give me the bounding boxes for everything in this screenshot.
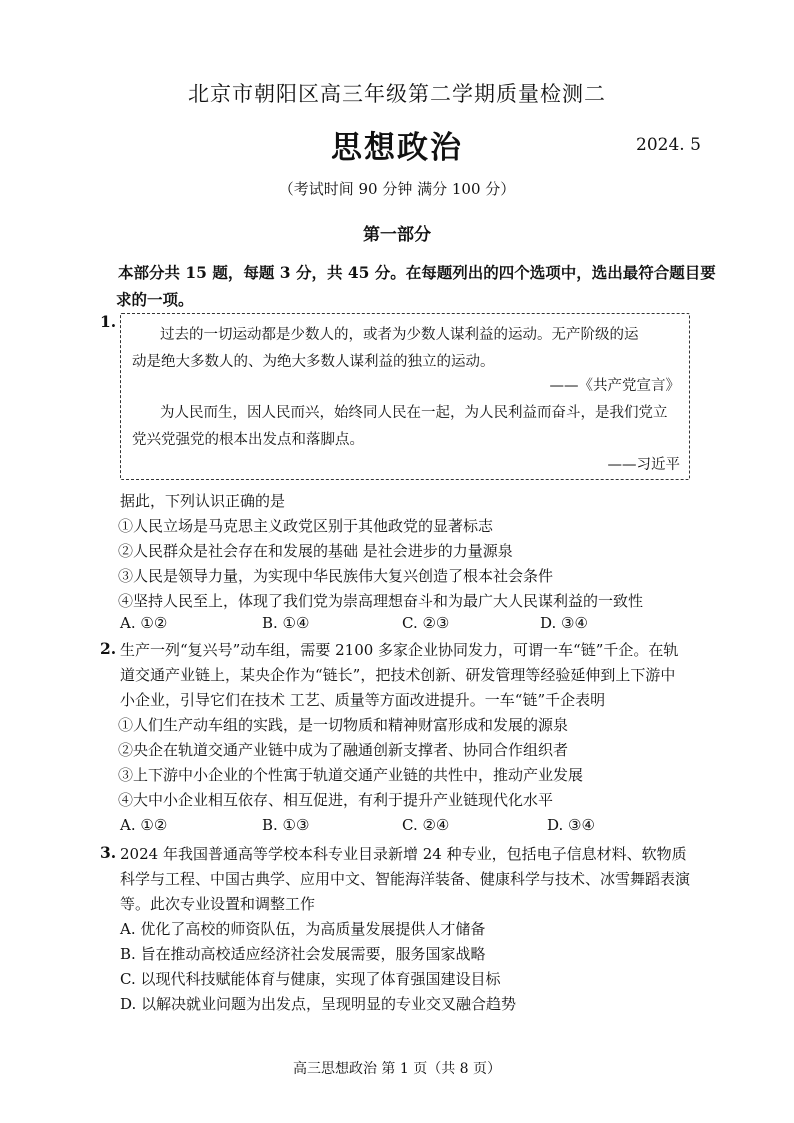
- quote-1-line-1: 过去的一切运动都是少数人的，或者为少数人谋利益的运动。无产阶级的运: [160, 327, 639, 343]
- quote-2-line-2: 党兴党强党的根本出发点和落脚点。: [132, 432, 364, 448]
- question-3-option-b[interactable]: B. 旨在推动高校适应经济社会发展需要，服务国家战略: [120, 945, 486, 963]
- intro-line-1: 本部分共 15 题，每题 3 分，共 45 分。在每题列出的四个选项中，选出最符合题目要: [118, 263, 716, 282]
- question-3-option-a[interactable]: A. 优化了高校的师资队伍，为高质量发展提供人才储备: [120, 920, 486, 938]
- question-1-number: 1.: [100, 312, 117, 331]
- quote-2-source: ——习近平: [607, 457, 680, 473]
- question-1-option-b[interactable]: B. ①④: [262, 614, 310, 632]
- question-2-item-2: ②央企在轨道交通产业链中成为了融通创新支撑者、协同合作组织者: [118, 741, 569, 759]
- question-2-option-a[interactable]: A. ①②: [120, 816, 168, 834]
- exam-name: 北京市朝阳区高三年级第二学期质量检测二: [188, 82, 606, 106]
- question-1-stem: 据此，下列认识正确的是: [120, 492, 286, 510]
- question-3-number: 3.: [100, 843, 117, 862]
- question-3-stem-line-1: 2024 年我国普通高等学校本科专业目录新增 24 种专业，包括电子信息材料、软物质: [120, 845, 687, 863]
- question-2-item-1: ①人们生产动车组的实践，是一切物质和精神财富形成和发展的源泉: [118, 716, 569, 734]
- intro-line-2: 求的一项。: [116, 290, 194, 309]
- question-2-option-d[interactable]: D. ③④: [547, 816, 595, 834]
- question-1-option-a[interactable]: A. ①②: [120, 614, 168, 632]
- part-title: 第一部分: [363, 225, 431, 245]
- part-intro: [116, 259, 716, 313]
- question-2-option-c[interactable]: C. ②④: [402, 816, 450, 834]
- time-note: （考试时间 90 分钟 满分 100 分）: [278, 180, 516, 198]
- question-2-stem-line-2: 道交通产业链上，某央企作为“链长”，把技术创新、研发管理等经验延伸到上下游中: [120, 666, 676, 684]
- question-3-option-d[interactable]: D. 以解决就业问题为出发点，呈现明显的专业交叉融合趋势: [120, 995, 517, 1013]
- quote-2-line-1: 为人民而生，因人民而兴，始终同人民在一起，为人民利益而奋斗，是我们党立: [160, 405, 668, 421]
- question-3-stem-line-2: 科学与工程、中国古典学、应用中文、智能海洋装备、健康科学与技术、冰雪舞蹈表演: [120, 870, 691, 888]
- quote-1-source: ——《共产党宣言》: [549, 378, 680, 394]
- quote-1-line-2: 动是绝大多数人的、为绝大多数人谋利益的独立的运动。: [132, 354, 495, 370]
- subject-title: 思想政治: [331, 130, 463, 166]
- page-footer: 高三思想政治 第 1 页（共 8 页）: [292, 1061, 502, 1077]
- question-2-number: 2.: [100, 639, 117, 658]
- question-1-option-c[interactable]: C. ②③: [402, 614, 450, 632]
- question-2-item-4: ④大中小企业相互依存、相互促进，有利于提升产业链现代化水平: [118, 791, 554, 809]
- question-2-option-b[interactable]: B. ①③: [262, 816, 310, 834]
- question-3-stem-line-3: 等。此次专业设置和调整工作: [120, 895, 316, 913]
- question-1-item-1: ①人民立场是马克思主义政党区别于其他政党的显著标志: [118, 517, 494, 535]
- question-2-item-3: ③上下游中小企业的个性寓于轨道交通产业链的共性中，推动产业发展: [118, 766, 584, 784]
- question-2-stem-line-3: 小企业，引导它们在技术 工艺、质量等方面改进提升。一车“链”千企表明: [120, 691, 606, 709]
- question-2-stem-line-1: 生产一列“复兴号”动车组，需要 2100 多家企业协同发力，可谓一车“链”千企。在轨: [120, 641, 679, 659]
- question-1-item-4: ④坚持人民至上，体现了我们党为崇高理想奋斗和为最广大人民谋利益的一致性: [118, 592, 644, 610]
- exam-date: 2024. 5: [636, 135, 701, 155]
- question-1-item-2: ②人民群众是社会存在和发展的基础 是社会进步的力量源泉: [118, 542, 513, 560]
- question-1-item-3: ③人民是领导力量，为实现中华民族伟大复兴创造了根本社会条件: [118, 567, 554, 585]
- question-3-option-c[interactable]: C. 以现代科技赋能体育与健康，实现了体育强国建设目标: [120, 970, 501, 988]
- question-1-option-d[interactable]: D. ③④: [540, 614, 588, 632]
